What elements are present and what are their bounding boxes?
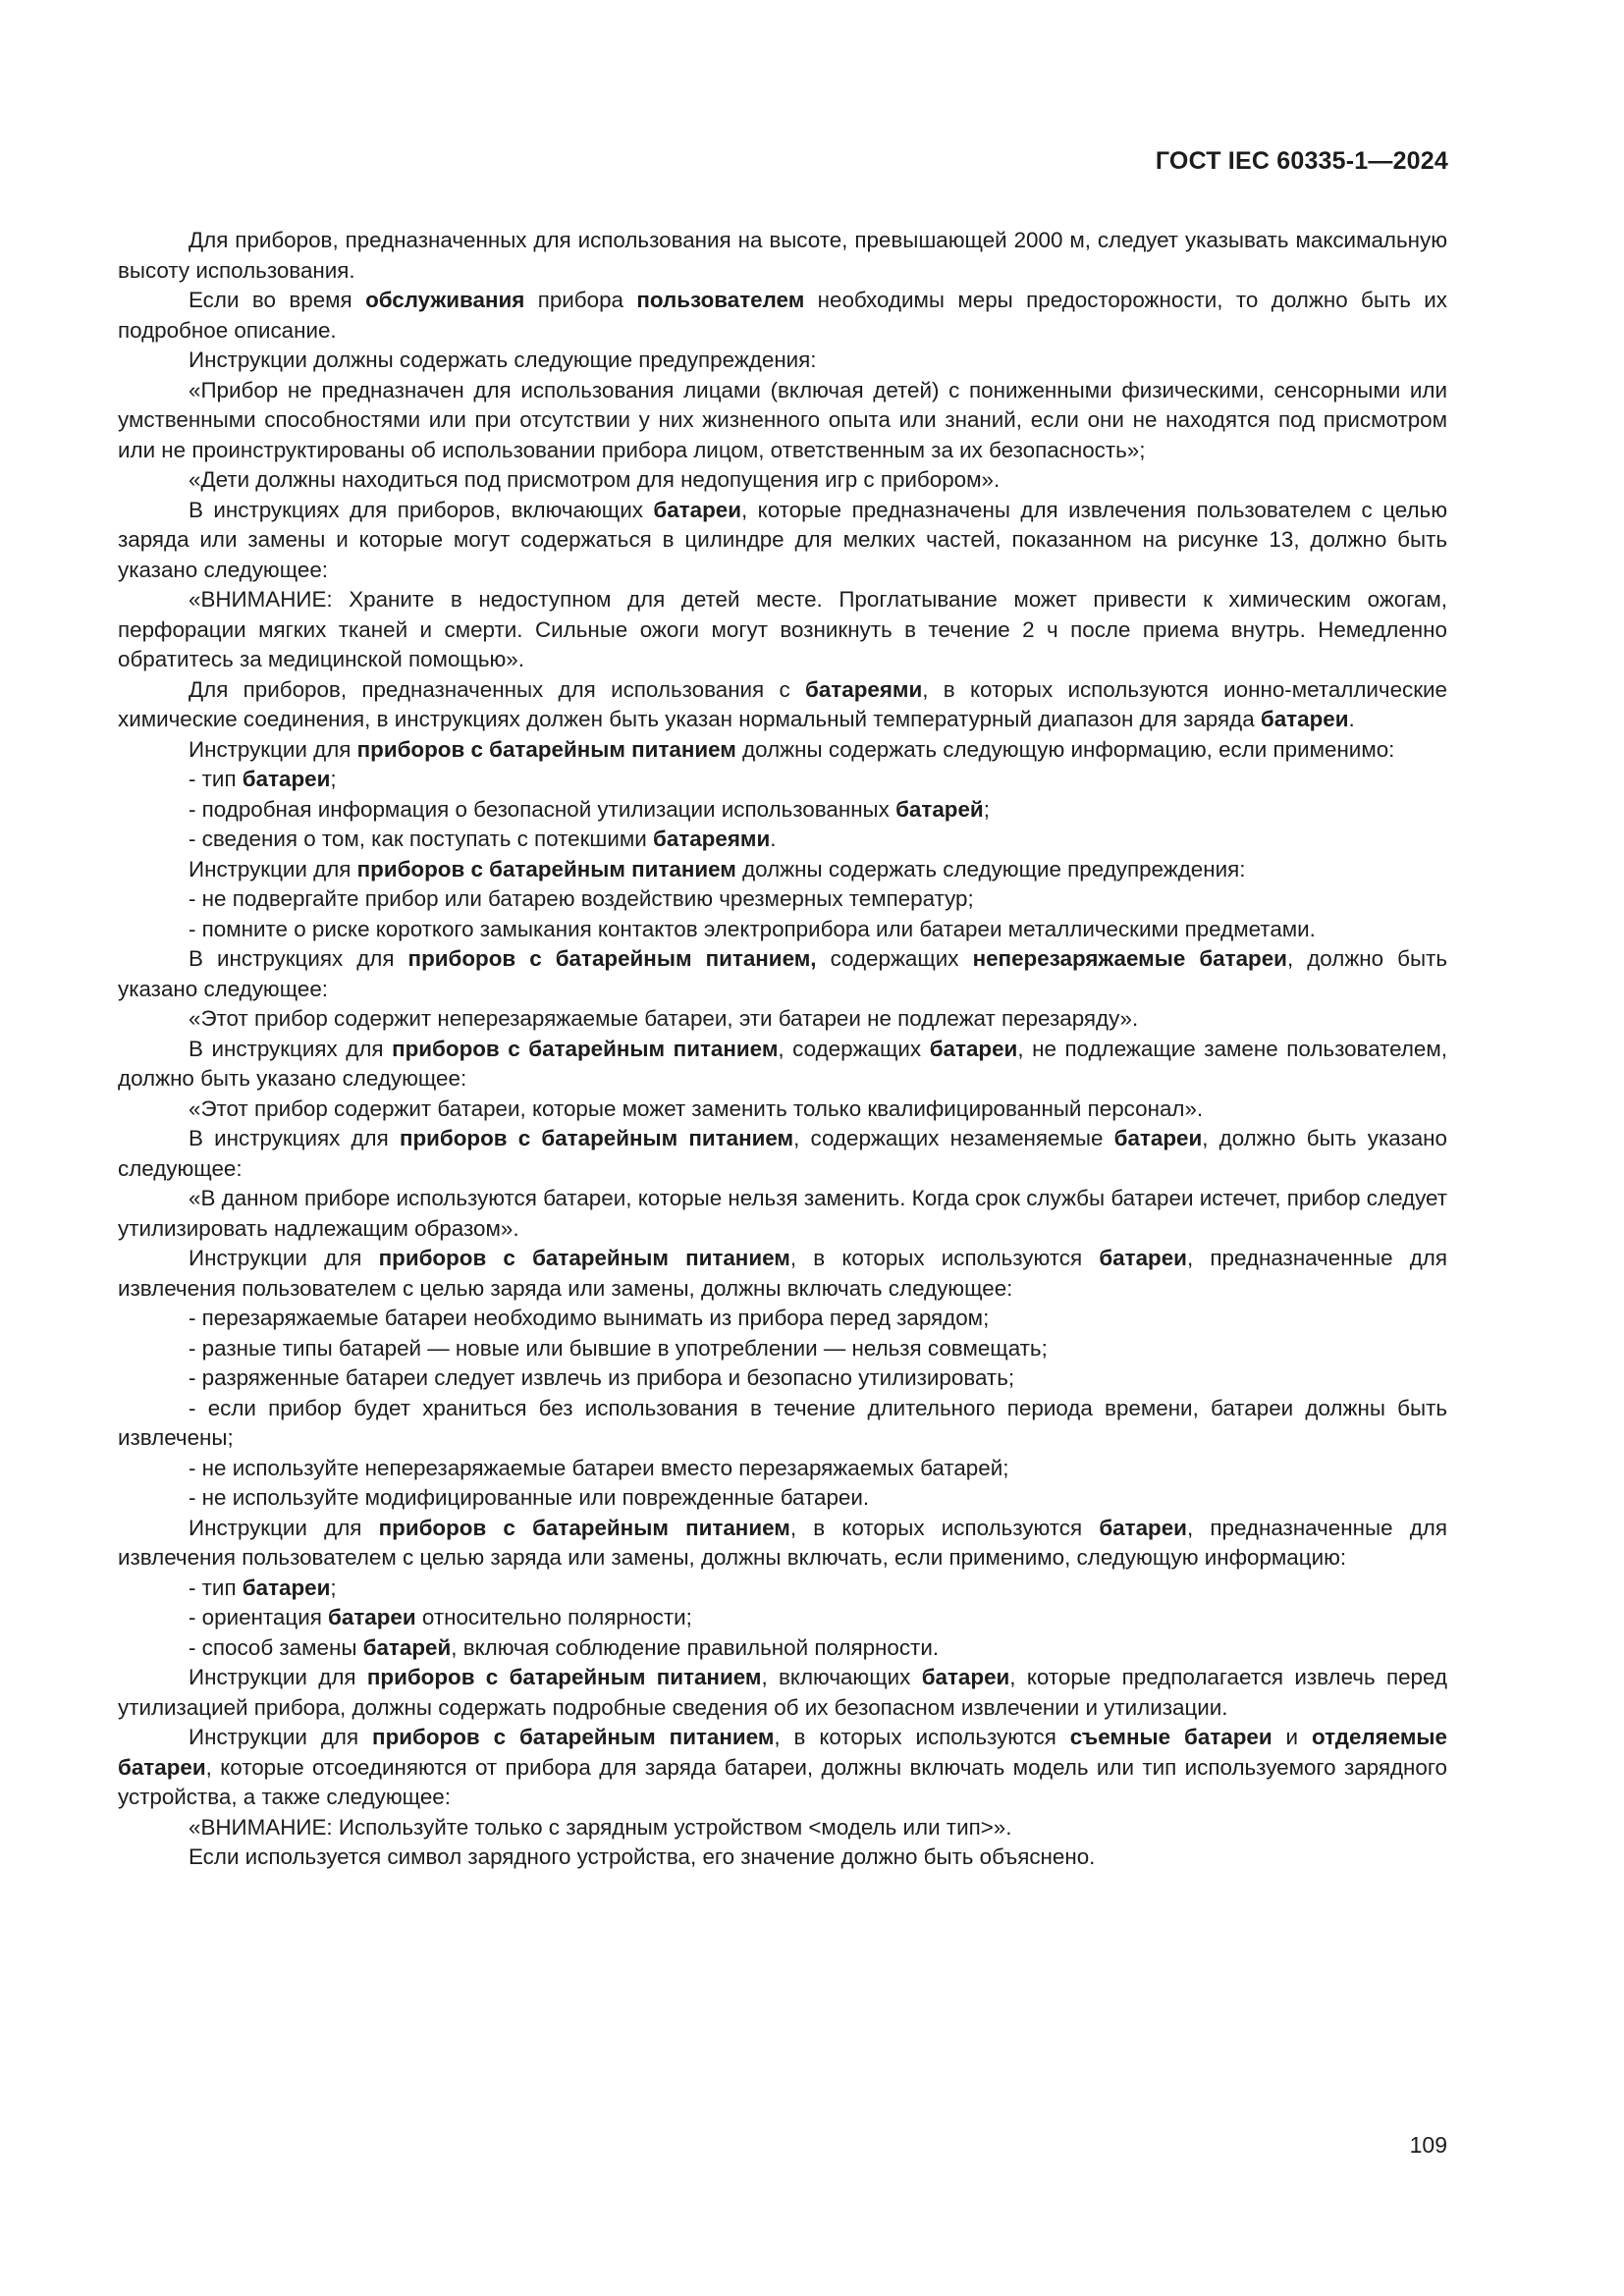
list-item <box>118 1363 1447 1394</box>
text-run: , должно быть указано следующее: <box>118 1126 1447 1181</box>
paragraph <box>118 1035 1447 1095</box>
text-run: В инструкциях для <box>189 1036 393 1061</box>
text-run: должны содержать следующие предупреждения: <box>735 856 1246 881</box>
paragraph <box>118 1124 1447 1184</box>
text-run: Для приборов, предназначенных для использования с <box>189 676 805 702</box>
paragraph <box>118 675 1447 735</box>
bold-term: батарей <box>362 1634 452 1660</box>
text-run: - подробная информация о безопасной утилизации использованных <box>189 796 896 822</box>
list-item <box>118 765 1447 795</box>
bold-term: приборов с батарейным питанием <box>378 1246 790 1270</box>
text-run: Инструкции для <box>189 736 357 762</box>
paragraph <box>118 346 1447 376</box>
text-run: , включая соблюдение правильной полярности. <box>451 1634 940 1660</box>
bold-term: приборов с батарейным питанием <box>372 1725 775 1749</box>
text-run: В инструкциях для приборов, включающих <box>189 497 654 522</box>
page-number: 109 <box>1409 2132 1447 2158</box>
bold-term: батареи <box>1113 1126 1203 1150</box>
paragraph <box>118 226 1447 286</box>
list-item <box>118 884 1447 915</box>
text-run: «Этот прибор содержит батареи, которые может заменить только квалифицированный персонал». <box>189 1095 1204 1121</box>
text-run: Инструкции для <box>189 1665 367 1689</box>
bold-term: батареями <box>805 676 923 702</box>
bold-term: приборов с батарейным питанием <box>399 1126 794 1150</box>
list-item <box>118 1483 1447 1514</box>
bold-term: батареи <box>921 1665 1010 1689</box>
list-item <box>118 1603 1447 1633</box>
bold-term: батареи <box>328 1605 416 1629</box>
text-run: - если прибор будет храниться без использования в течение длительного периода времени, батареи должны быть извлечены; <box>118 1395 1447 1450</box>
list-item <box>118 1633 1447 1664</box>
text-run: , в которых используются ионно-металлические химические соединения, в инструкциях должен быть указан нормальный температурный диапазон для заряда <box>118 676 1447 731</box>
text-run: - тип <box>189 767 243 791</box>
text-run: , включающих <box>761 1665 922 1689</box>
text-run: Если используется символ зарядного устройства, его значение должно быть объяснено. <box>189 1844 1096 1869</box>
document-header: ГОСТ IEC 60335-1—2024 <box>1155 147 1448 175</box>
paragraph <box>118 376 1447 466</box>
paragraph <box>118 1663 1447 1723</box>
document-body <box>118 226 1447 1873</box>
text-run: - разные типы батарей — новые или бывшие в употреблении — нельзя совмещать; <box>189 1335 1048 1361</box>
text-run: В инструкциях для <box>189 1126 400 1150</box>
text-run: относительно полярности; <box>415 1605 692 1629</box>
bold-term: приборов с батарейным питанием <box>366 1665 762 1689</box>
bold-term: батареи <box>1099 1515 1187 1540</box>
list-item <box>118 1454 1447 1484</box>
text-run: . <box>1348 707 1355 731</box>
text-run: необходимы меры предосторожности, то должно быть их подробное описание. <box>118 288 1447 343</box>
text-run: - помните о риске короткого замыкания контактов электроприбора или батареи металлическими предметами. <box>189 916 1316 941</box>
paragraph <box>118 1514 1447 1574</box>
bold-term: батареи <box>1099 1246 1187 1270</box>
text-run: Для приборов, предназначенных для использования на высоте, превышающей 2000 м, следует указывать максимальную высоту использования. <box>118 228 1447 283</box>
text-run: Инструкции для <box>189 1725 373 1749</box>
bold-term: батареи <box>242 1575 331 1600</box>
text-run: «В данном приборе используются батареи, которые нельзя заменить. Когда срок службы батареи истечет, прибор следует утилизировать надлежащим образом». <box>118 1186 1447 1241</box>
text-run: - тип <box>189 1575 243 1600</box>
text-run: ; <box>983 796 990 822</box>
text-run: Инструкции для <box>189 1246 379 1270</box>
list-item <box>118 795 1447 826</box>
bold-term: обслуживания <box>365 288 525 312</box>
paragraph <box>118 1394 1447 1454</box>
bold-term: съемные батареи <box>1069 1725 1272 1749</box>
bold-term: приборов с батарейным питанием <box>356 736 736 762</box>
bold-term: батареи <box>242 767 331 791</box>
text-run: , содержащих незаменяемые <box>793 1126 1114 1150</box>
bold-term: батареями <box>652 827 771 851</box>
list-item <box>118 1842 1447 1873</box>
paragraph <box>118 1723 1447 1813</box>
text-run: . <box>770 827 777 851</box>
text-run: , не подлежащие замене пользователем, должно быть указано следующее: <box>118 1036 1447 1091</box>
bold-term: отделяемые батареи <box>118 1725 1447 1780</box>
paragraph <box>118 465 1447 496</box>
text-run: , в которых используются <box>774 1725 1070 1749</box>
bold-term: приборов с батарейным питанием <box>392 1036 779 1061</box>
text-run: должны содержать следующую информацию, если применимо: <box>735 736 1395 762</box>
list-item <box>118 1304 1447 1334</box>
bold-term: неперезаряжаемые батареи <box>972 946 1287 971</box>
bold-term: батареи <box>653 497 741 522</box>
text-run: - сведения о том, как поступать с потекшими <box>189 827 653 851</box>
text-run: Если во время <box>189 288 366 312</box>
text-run: ; <box>330 1575 337 1600</box>
text-run: , предназначенные для извлечения пользователем с целью заряда или замены, должны включать следующее: <box>118 1246 1448 1301</box>
text-run: - перезаряжаемые батареи необходимо вынимать из прибора перед зарядом; <box>189 1306 990 1330</box>
list-item <box>118 1813 1447 1843</box>
text-run: В инструкциях для <box>189 946 408 971</box>
text-run: «Прибор не предназначен для использования лицами (включая детей) с пониженными физическими, сенсорными или умственными способностями или при отсутствии у них жизненного опыта или знаний, если они не находятся под присмотром или не проинструктированы об использовании прибора лицом, ответственным за их безопасность»; <box>118 377 1447 462</box>
text-run: «ВНИМАНИЕ: Храните в недоступном для детей месте. Проглатывание может привести к химическим ожогам, перфорации мягких тканей и смерти. Сильные ожоги могут возникнуть в течение 2 ч после приема внутрь. Немедленно обратитесь за медицинской помощью». <box>118 587 1447 671</box>
text-run: «ВНИМАНИЕ: Используйте только с зарядным устройством <модель или тип>». <box>189 1814 1012 1840</box>
text-run: , которые отсоединяются от прибора для заряда батареи, должны включать модель или тип используемого зарядного устройства, а также следующее: <box>118 1754 1447 1809</box>
text-run: , в которых используются <box>789 1246 1100 1270</box>
paragraph <box>118 855 1447 885</box>
text-run: , предназначенные для извлечения пользователем с целью заряда или замены, должны включать, если применимо, следующую информацию: <box>118 1515 1448 1570</box>
bold-term: батареи <box>929 1036 1018 1061</box>
text-run: - ориентация <box>189 1605 329 1629</box>
paragraph <box>118 286 1447 346</box>
list-item <box>118 1574 1447 1604</box>
bold-term: батарей <box>895 796 984 822</box>
text-run: , которые предполагается извлечь перед утилизацией прибора, должны содержать подробные сведения об их безопасном извлечении и утилизации. <box>118 1665 1447 1720</box>
text-run: и <box>1272 1725 1312 1749</box>
text-run: «Этот прибор содержит неперезаряжаемые батареи, эти батареи не подлежат перезаряду». <box>189 1006 1139 1031</box>
bold-term: приборов с батарейным питанием, <box>407 946 817 971</box>
bold-term: пользователем <box>636 288 805 312</box>
text-run: содержащих <box>816 946 973 971</box>
text-run: прибора <box>524 288 637 312</box>
paragraph <box>118 1184 1447 1244</box>
list-item <box>118 915 1447 945</box>
text-run: , должно быть указано следующее: <box>118 946 1448 1001</box>
text-run: Инструкции для <box>189 856 357 881</box>
bold-term: приборов с батарейным питанием <box>378 1515 790 1540</box>
text-run: , содержащих <box>778 1036 930 1061</box>
text-run: «Дети должны находиться под присмотром для недопущения игр с прибором». <box>189 467 1001 492</box>
text-run: , которые предназначены для извлечения пользователем с целью заряда или замены и которые могут содержаться в цилиндре для мелких частей, показанном на рисунке 13, должно быть указано следующее: <box>118 497 1448 582</box>
bold-term: батареи <box>1260 707 1349 731</box>
paragraph <box>118 585 1447 675</box>
list-item <box>118 1334 1447 1364</box>
paragraph <box>118 944 1447 1004</box>
paragraph <box>118 1244 1447 1304</box>
text-run: Инструкции должны содержать следующие предупреждения: <box>189 347 817 372</box>
text-run: - способ замены <box>189 1634 363 1660</box>
text-run: - не подвергайте прибор или батарею воздействию чрезмерных температур; <box>189 886 974 911</box>
paragraph <box>118 735 1447 766</box>
text-run: - разряженные батареи следует извлечь из прибора и безопасно утилизировать; <box>189 1365 1015 1390</box>
list-item <box>118 825 1447 855</box>
paragraph <box>118 1095 1447 1125</box>
text-run: , в которых используются <box>789 1515 1100 1540</box>
paragraph <box>118 1004 1447 1035</box>
text-run: ; <box>330 767 337 791</box>
paragraph <box>118 496 1447 586</box>
text-run: - не используйте неперезаряжаемые батареи вместо перезаряжаемых батарей; <box>189 1455 1009 1480</box>
text-run: - не используйте модифицированные или поврежденные батареи. <box>189 1485 870 1510</box>
bold-term: приборов с батарейным питанием <box>356 856 736 881</box>
text-run: Инструкции для <box>189 1515 379 1540</box>
